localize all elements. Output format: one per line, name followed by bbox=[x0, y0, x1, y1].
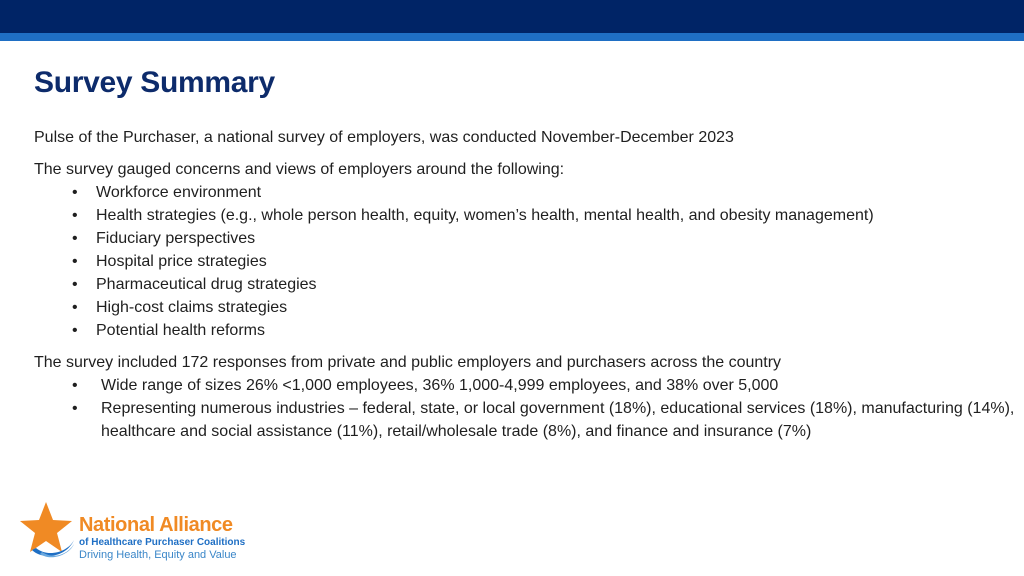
list-item: • Wide range of sizes 26% <1,000 employees, 36% 1,000-4,999 employees, and 38% over 5,000 bbox=[34, 374, 1019, 397]
logo-subtitle: of Healthcare Purchaser Coalitions bbox=[79, 537, 246, 548]
list-item: • Hospital price strategies bbox=[34, 250, 1019, 273]
list-item: • High-cost claims strategies bbox=[34, 296, 1019, 319]
logo-name: National Alliance bbox=[79, 514, 233, 536]
responses-list bbox=[34, 374, 1019, 443]
list-item: • Pharmaceutical drug strategies bbox=[34, 273, 1019, 296]
slide-body bbox=[34, 126, 1019, 443]
intro-text: Pulse of the Purchaser, a national survey of employers, was conducted November-December 2023 bbox=[34, 129, 734, 146]
concerns-list bbox=[34, 181, 1019, 342]
list-item: • Potential health reforms bbox=[34, 319, 1019, 342]
national-alliance-logo bbox=[18, 500, 278, 562]
accent-stripe bbox=[0, 33, 1024, 41]
list-item: • Representing numerous industries – federal, state, or local government (18%), educational services (18%), manufacturing (14%), healthcare and social assistance (11%), retail/wholesale trade (8%), and finance and insurance (7%) bbox=[34, 397, 1019, 443]
list-item: • Workforce environment bbox=[34, 181, 1019, 204]
page-title: Survey Summary bbox=[34, 66, 275, 99]
responses-heading: The survey included 172 responses from private and public employers and purchasers across the country bbox=[34, 354, 782, 371]
logo-tagline: Driving Health, Equity and Value bbox=[79, 549, 237, 561]
top-banner bbox=[0, 0, 1024, 33]
star-swoosh-icon bbox=[18, 500, 78, 562]
list-item: • Fiduciary perspectives bbox=[34, 227, 1019, 250]
list-item: • Health strategies (e.g., whole person health, equity, women’s health, mental health, and obesity management) bbox=[34, 204, 1019, 227]
concerns-heading: The survey gauged concerns and views of employers around the following: bbox=[34, 161, 565, 178]
